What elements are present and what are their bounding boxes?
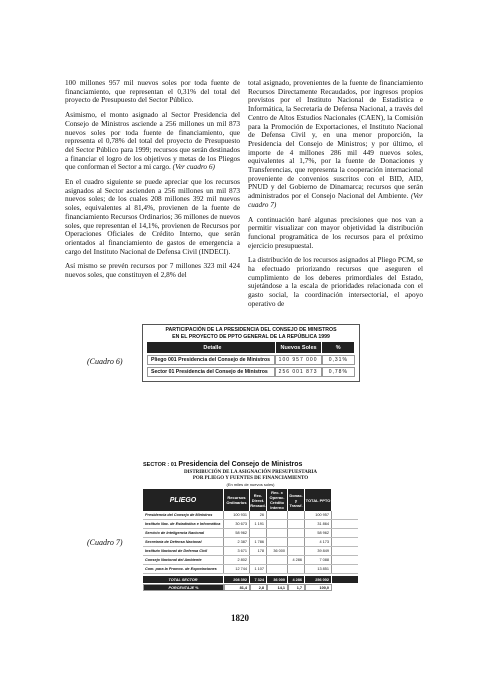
- reference-cuadro-6: (Ver cuadro 6): [172, 162, 215, 172]
- cell: [267, 511, 288, 519]
- cell: 256 002: [305, 576, 332, 583]
- table-row: [143, 529, 358, 538]
- percent-label: PORCENTAJE %: [143, 584, 224, 591]
- cell: 178: [250, 547, 267, 555]
- table-row: [143, 556, 358, 565]
- table-row: [143, 565, 358, 574]
- table6-caption: (Cuadro 6): [87, 357, 123, 366]
- cell: 12 744: [224, 565, 250, 573]
- header-percent: %: [322, 342, 355, 353]
- paragraph: La distribución de los recursos asignados al Pliego PCM, se ha efectuado priorizando recursos que aseguren el cumplimiento de los deberes primordiales del Estado, sujetándose a la escala de prioridades relacionada con el gasto social, la coordinación intersectorial, el apoyo operativo de: [248, 255, 423, 308]
- cell: 1 191: [250, 520, 267, 528]
- cell: 1,7: [288, 584, 305, 591]
- cell: [288, 529, 305, 537]
- cell: [288, 538, 305, 546]
- row-amount: 100 957 000: [275, 355, 322, 365]
- table6-title-line1: PARTICIPACIÓN DE LA PRESIDENCIA DEL CONSEJO DE MINISTROS: [165, 327, 337, 333]
- cell: [288, 511, 305, 519]
- cell: 2 802: [224, 556, 250, 564]
- cell: 1 786: [250, 538, 267, 546]
- cell: [267, 520, 288, 528]
- cell: 2,8: [250, 584, 267, 591]
- row-percent: 0,31%: [322, 355, 355, 365]
- header-rec-direct-recaud: Rec. Direct. Recaud.: [250, 489, 267, 511]
- header-total-ppto: TOTAL PPTO: [305, 489, 332, 511]
- cell: 100 957: [305, 511, 332, 519]
- cell: [288, 520, 305, 528]
- cell: Presidencia del Consejo de Ministros: [143, 511, 224, 519]
- header-pliego: PLIEGO: [143, 489, 224, 511]
- paragraph: 100 millones 957 mil nuevos soles por toda fuente de financiamiento, que representan el 0,31% del total del proyecto de Presupuesto del Sector Público.: [65, 78, 240, 105]
- cell: 31 864: [305, 520, 332, 528]
- table6-title: [143, 325, 359, 342]
- cell: 81,4: [224, 584, 250, 591]
- table-row: [143, 547, 358, 556]
- table7-header: [143, 489, 358, 511]
- cell: 3 671: [224, 547, 250, 555]
- header-detalle: Detalle: [147, 342, 276, 353]
- cell: 4 173: [305, 538, 332, 546]
- header-rec-operac-credito: Rec. x Operac. Crédito Interno: [267, 489, 288, 511]
- table7: [143, 461, 358, 591]
- cell: 7 088: [305, 556, 332, 564]
- paragraph: total asignado, provenientes de la fuente de financiamiento Recursos Directamente Recaudados, por ingresos propios previstos por el Instituto Nacional de Estadística e Informática, la Secretaría de Defensa Nacional, a través del Centro de Altos Estudios Nacionales (CAEN), la Comisión para la Promoción de Exportaciones, el Instituto Nacional de Defensa Civil y, en una menor proporción, la Presidencia del Consejo de Ministros; y por último, el importe de 4 millones 286 mil 449 nuevos soles, equivalentes al 1,7%, por la fuente de Donaciones y Transferencias, que representa la cooperación internacional proveniente de convenios suscritos con el BID, AID, PNUD y del Gobierno de Dinamarca; recursos que serán administrados por el Consejo Nacional del Ambiente. (Ver cuadro 7): [248, 78, 424, 209]
- text-column-right: [248, 79, 423, 315]
- cell: [288, 565, 305, 573]
- table7-percent-row: [143, 584, 358, 591]
- cell: 208 392: [224, 576, 250, 583]
- table-row: [147, 367, 355, 377]
- cell: Com. para la Promoc. de Exportaciones: [143, 565, 224, 573]
- cell: 39 849: [305, 547, 332, 555]
- paragraph: Asimismo, el monto asignado al Sector Presidencia del Consejo de Ministros asciende a 256 millones un mil 873 nuevos soles por toda fuente de financiamiento, que representa el 0,78% del total del proyecto de Presupuesto del Sector Público para 1999; recursos que serán destinados a financiar el logro de los objetivos y metas de los Pliegos que conforman el Sector a mi cargo. (Ver cuadro 6): [65, 110, 240, 172]
- cell: [288, 547, 305, 555]
- table-row: [143, 520, 358, 529]
- table7-caption: (Cuadro 7): [87, 538, 123, 547]
- cell: [267, 565, 288, 573]
- paragraph: A continuación haré algunas precisiones que nos van a permitir visualizar con mayor objetividad la distribución funcional programática de los recursos para el próximo ejercicio presupuestal.: [248, 214, 423, 250]
- row-amount: 256 001 873: [275, 367, 322, 377]
- cell: 4 286: [288, 556, 305, 564]
- cell: 30 673: [224, 520, 250, 528]
- cell: 26: [250, 511, 267, 519]
- table7-title-line2: POR PLIEGO Y FUENTES DE FINANCIAMIENTO: [192, 476, 309, 481]
- cell: Servicio de Inteligencia Nacional: [143, 529, 224, 537]
- table6-title-line2: EN EL PROYECTO DE PPTO GENERAL DE LA REPÚBLICA 1999: [172, 334, 330, 340]
- cell: 2 387: [224, 538, 250, 546]
- cell: 58 962: [224, 529, 250, 537]
- cell: 14,1: [267, 584, 288, 591]
- header-donac-transf: Donac. y Transf.: [288, 489, 305, 511]
- table7-subtitle: (En miles de nuevos soles): [226, 482, 275, 487]
- page-number: 1820: [231, 613, 249, 623]
- cell: [267, 529, 288, 537]
- cell: 1 107: [250, 565, 267, 573]
- table7-sector-label: [143, 461, 358, 470]
- cell: 13 851: [305, 565, 332, 573]
- cell: [250, 556, 267, 564]
- cell: 7 324: [250, 576, 267, 583]
- cell: 100 931: [224, 511, 250, 519]
- cell: Consejo Nacional del Ambiente: [143, 556, 224, 564]
- reference-cuadro-7: (Ver cuadro 7): [248, 191, 424, 209]
- paragraph: Así mismo se prevén recursos por 7 millones 323 mil 424 nuevos soles, que constituyen el 2,8% del: [65, 261, 240, 280]
- sector-prefix: SECTOR : 01: [143, 462, 177, 468]
- sector-name: Presidencia del Consejo de Ministros: [178, 461, 303, 468]
- table7-title: [143, 470, 358, 482]
- cell: 36 000: [267, 547, 288, 555]
- paragraph: En el cuadro siguiente se puede apreciar que los recursos asignados al Sector ascienden a 256 millones un mil 873 nuevos soles; de los cuales 208 millones 392 mil nuevos soles, equivalentes al 81,4%, provienen de la fuente de financiamiento Recursos Ordinarios; 36 millones de nuevos soles, que representan el 14,1%, provienen de Recursos por Operaciones Oficiales de Crédito Interno, que serán orientados al financiamiento de gastos de emergencia a cargo del Instituto Nacional de Defensa Civil (INDECI).: [65, 177, 240, 256]
- cell: [267, 556, 288, 564]
- table7-total-row: [143, 576, 358, 583]
- row-percent: 0,78%: [322, 367, 355, 377]
- cell: [250, 529, 267, 537]
- header-recursos-ordinarios: Recursos Ordinarios: [224, 489, 250, 511]
- cell: 58 962: [305, 529, 332, 537]
- table7-title-line1: DISTRIBUCIÓN DE LA ASIGNACIÓN PRESUPUESTARIA: [184, 470, 317, 475]
- row-label: Pliego 001 Presidencia del Consejo de Ministros: [147, 355, 275, 365]
- cell: [267, 538, 288, 546]
- cell: Secretaría de Defensa Nacional: [143, 538, 224, 546]
- table6-header: [147, 342, 355, 353]
- cell: 4 286: [288, 576, 305, 583]
- total-label: TOTAL SECTOR: [143, 576, 224, 583]
- header-nuevos-soles: Nuevos Soles: [276, 342, 323, 353]
- cell: Instituto Nacional de Defensa Civil: [143, 547, 224, 555]
- table6: [142, 324, 360, 382]
- cell: 100,0: [305, 584, 332, 591]
- table-row: [143, 511, 358, 520]
- row-label: Sector 01 Presidencia del Consejo de Ministros: [147, 367, 275, 377]
- cell: 36 000: [267, 576, 288, 583]
- cell: Instituto Nac. de Estadística e Informática: [143, 520, 224, 528]
- table-row: [147, 355, 355, 365]
- text-column-left: [65, 79, 240, 286]
- table-row: [143, 538, 358, 547]
